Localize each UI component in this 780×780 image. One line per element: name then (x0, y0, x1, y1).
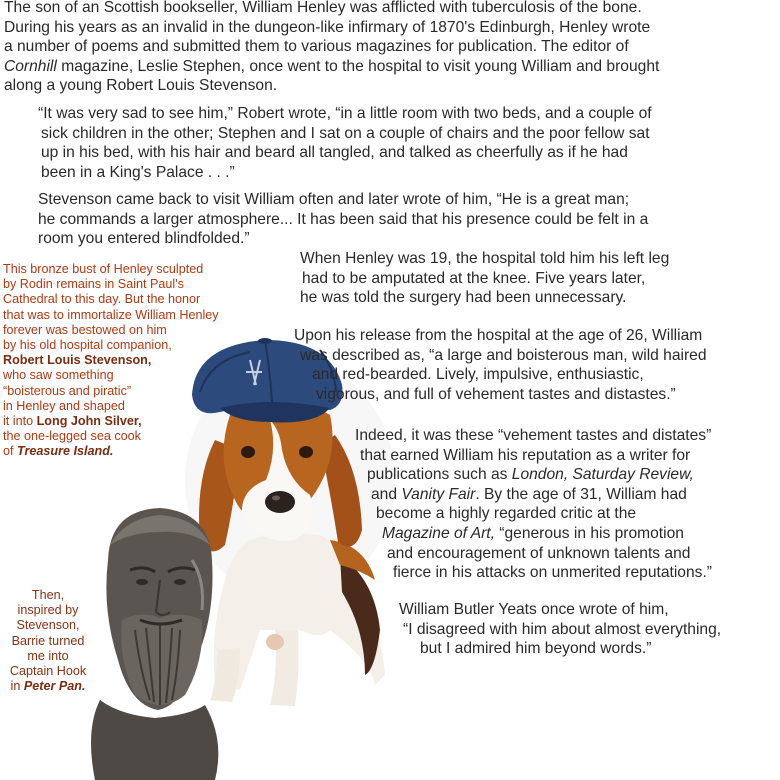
text-line: During his years as an invalid in the dungeon-like infirmary of 1870's Edinburgh, Henley wrote (4, 18, 651, 36)
text-line: he commands a larger atmosphere... It has been said that his presence could be felt in a (38, 210, 649, 228)
caption-line: inspired by (17, 603, 79, 618)
stevenson-quote (38, 104, 652, 182)
text-line: along a young Robert Louis Stevenson. (4, 77, 278, 95)
caption-line: who saw something (3, 368, 114, 383)
peter-pan-title: Peter Pan. (23, 679, 86, 694)
text-line: Indeed, it was these “vehement tastes and distates” (355, 427, 712, 444)
yeats-paragraph (399, 600, 721, 659)
critic-paragraph (355, 426, 712, 583)
text-line: been in a King's Palace . . .” (41, 163, 235, 181)
caption-line: by Rodin remains in Saint Paul's (3, 277, 184, 292)
publication-titles: London, Saturday Review, (511, 466, 694, 484)
text-line: and red-bearded. Lively, impulsive, enthusiastic, (312, 366, 644, 384)
text-line: had to be amputated at the knee. Five years later, (302, 269, 646, 287)
text-line: The son of an Scottish bookseller, William Henley was afflicted with tuberculosis of the bone. (4, 0, 642, 16)
text-line: William Butler Yeats once wrote of him, (399, 601, 669, 618)
caption-line: of Treasure Island. (3, 444, 114, 459)
text-line: Upon his release from the hospital at the age of 26, William (294, 327, 703, 344)
caption-line (3, 353, 219, 368)
text-line: and encouragement of unknown talents and (387, 544, 691, 562)
caption-line: forever was bestowed on him (3, 322, 167, 337)
caption-line: “boisterous and piratic” (3, 383, 132, 398)
amputation-paragraph (300, 249, 669, 308)
stevenson-name: Robert Louis Stevenson, (3, 353, 152, 368)
text-line: fierce in his attacks on unmerited reputations.” (393, 564, 712, 582)
magazine-of-art-title: Magazine of Art, (382, 524, 495, 542)
text-line: room you entered blindfolded.” (38, 230, 250, 248)
text-line: “It was very sad to see him,” Robert wrote, “in a little room with two beds, and a couple of (38, 105, 652, 122)
vanity-fair-title: Vanity Fair (401, 485, 476, 503)
caption-line: that was to immortalize William Henley (3, 307, 219, 322)
text-line: vigorous, and full of vehement tastes and distastes.” (316, 385, 676, 403)
caption-line: Then, (31, 588, 65, 602)
caption-line: the one-legged sea cook (3, 429, 141, 444)
intro-paragraph (4, 0, 659, 96)
caption-line: by his old hospital companion, (3, 338, 172, 353)
text-line: up in his bed, with his hair and beard all tangled, and talked as cheerfully as if he had (41, 144, 628, 162)
text-line: sick children in the other; Stephen and I sat on a couple of chairs and the poor fellow sat (41, 124, 650, 142)
cornhill-title: Cornhill (4, 57, 57, 75)
text-line: a number of poems and submitted them to various magazines for publication. The editor of (4, 38, 629, 56)
text-line: “I disagreed with him about almost everything, (403, 620, 722, 638)
text-line: When Henley was 19, the hospital told him his left leg (300, 250, 670, 267)
caption-line: Cathedral to this day. But the honor (3, 292, 201, 307)
text-line: and Vanity Fair. By the age of 31, William had (371, 485, 687, 503)
bust-caption (3, 262, 219, 460)
treasure-island-title: Treasure Island. (17, 444, 114, 459)
stevenson-visits-paragraph (38, 190, 648, 249)
caption-line: me into (27, 648, 69, 663)
text-line: Cornhill magazine, Leslie Stephen, once went to the hospital to visit young William and brought (4, 57, 660, 75)
caption-line: in Henley and shaped (3, 398, 125, 413)
caption-line: in Peter Pan. (10, 679, 86, 694)
caption-line: Stevenson, (16, 618, 80, 633)
caption-line: Barrie turned (11, 633, 85, 648)
caption-line: This bronze bust of Henley sculpted (3, 262, 204, 276)
release-paragraph (294, 326, 707, 404)
text-line: become a highly regarded critic at the (376, 505, 637, 523)
long-john-silver: Long John Silver, (36, 414, 142, 429)
text-line: Magazine of Art, “generous in his promotion (382, 524, 684, 542)
text-line: he was told the surgery had been unnecessary. (300, 289, 627, 307)
text-line: that earned William his reputation as a writer for (360, 446, 691, 464)
text-line: Stevenson came back to visit William often and later wrote of him, “He is a great man; (38, 191, 630, 208)
rodin-bust-image (80, 500, 230, 780)
text-line: publications such as London, Saturday Review, (367, 466, 694, 484)
caption-line: Captain Hook (9, 664, 87, 679)
captain-hook-caption (0, 588, 96, 694)
text-line: but I admired him beyond words.” (420, 640, 652, 658)
caption-line: it into Long John Silver, (3, 414, 142, 429)
text-line: was described as, “a large and boisterous man, wild haired (300, 346, 707, 364)
